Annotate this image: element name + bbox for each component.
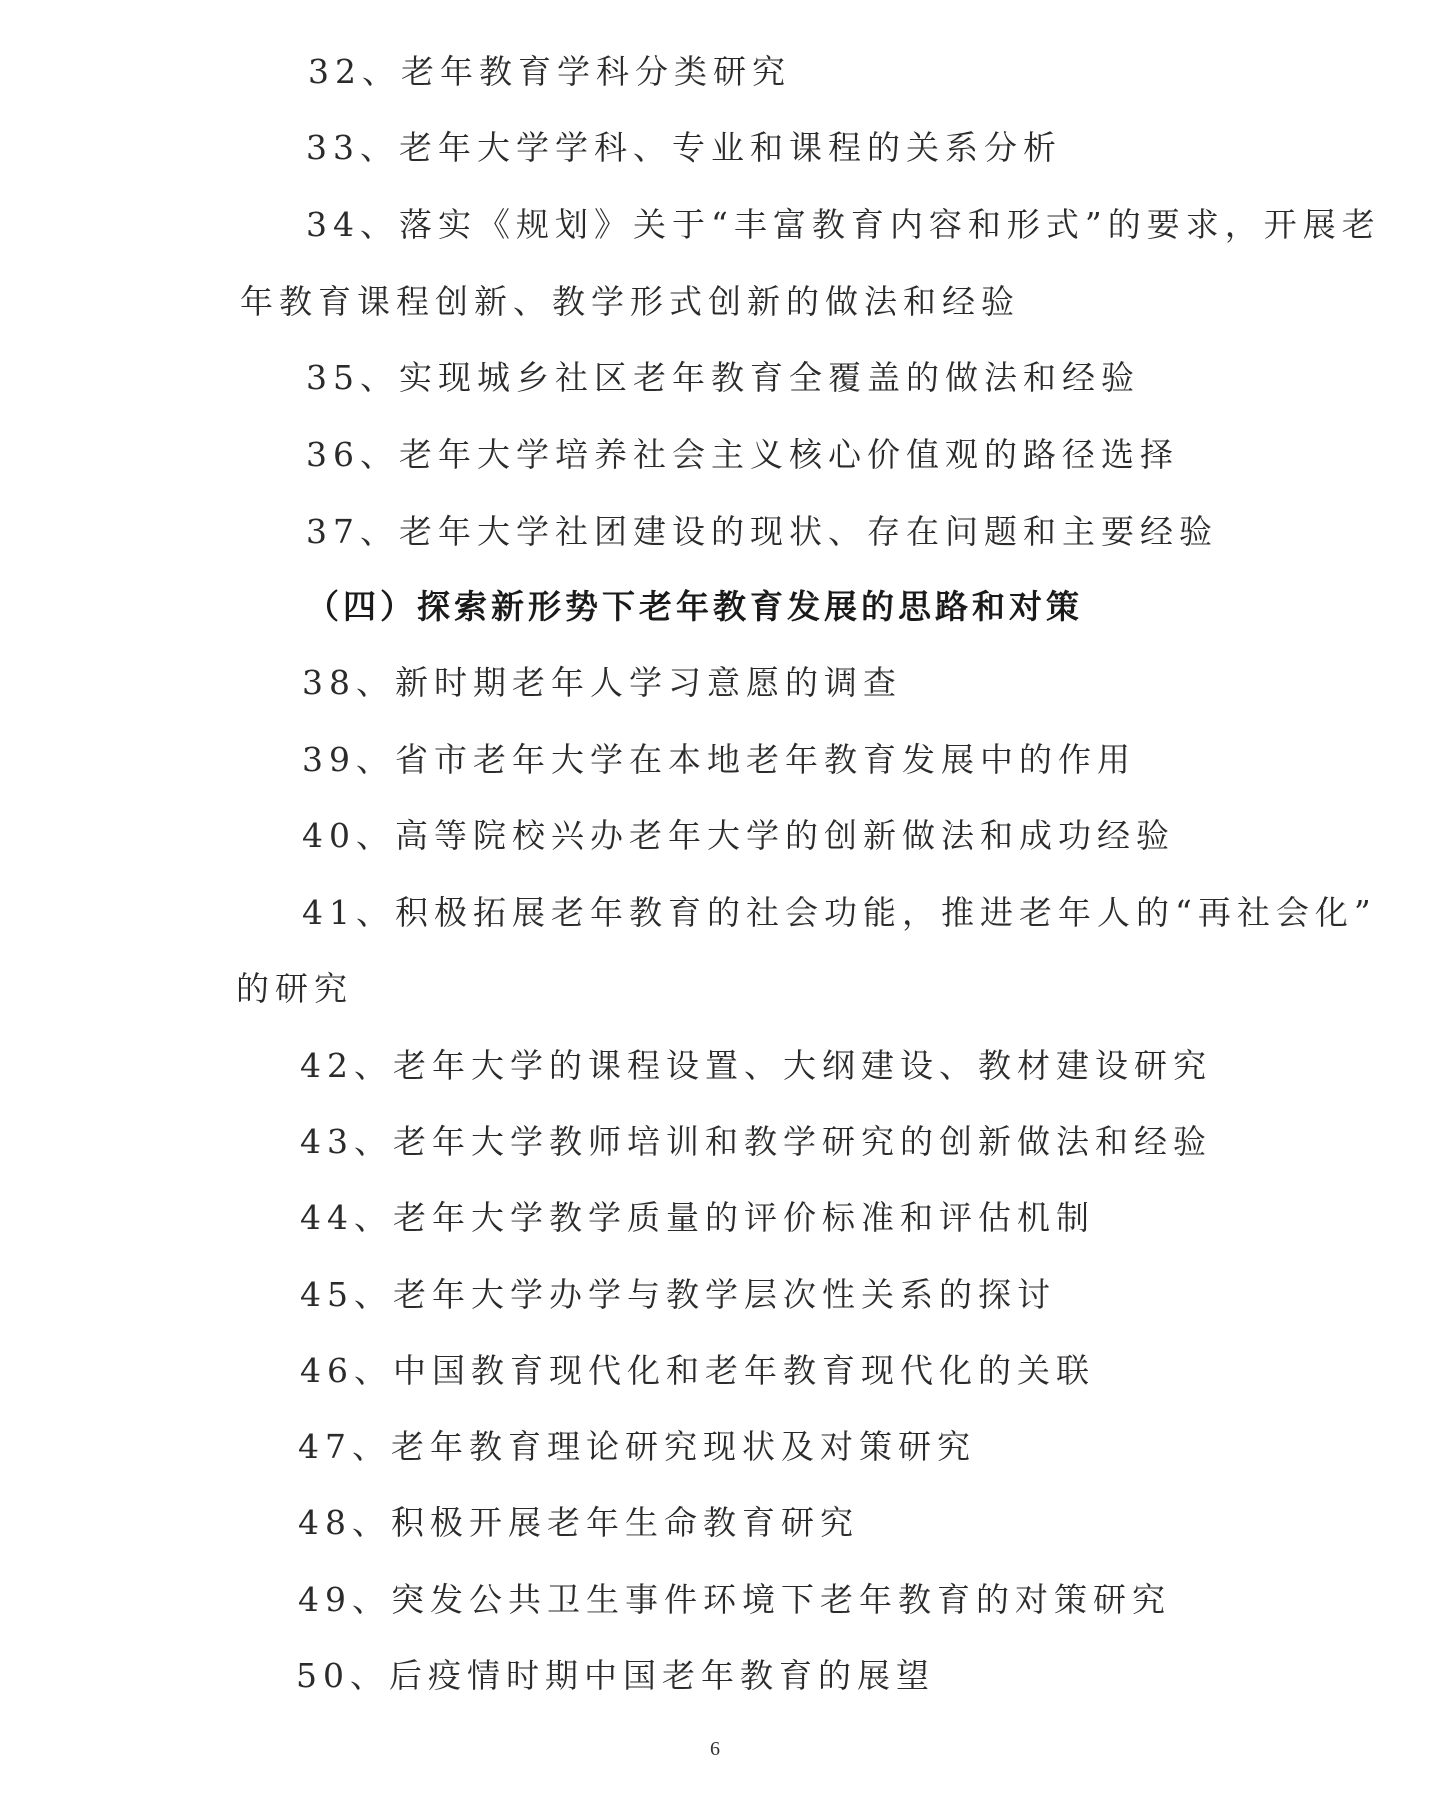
list-item-40: 40、高等院校兴办老年大学的创新做法和成功经验 <box>302 816 1175 855</box>
list-item-34-continued: 年教育课程创新、教学形式创新的做法和经验 <box>240 282 1020 321</box>
page-number: 6 <box>710 1738 720 1760</box>
list-item-36: 36、老年大学培养社会主义核心价值观的路径选择 <box>306 435 1179 474</box>
list-item-48: 48、积极开展老年生命教育研究 <box>298 1503 859 1542</box>
list-item-49: 49、突发公共卫生事件环境下老年教育的对策研究 <box>298 1580 1171 1619</box>
section-heading-4: （四）探索新形势下老年教育发展的思路和对策 <box>306 587 1083 626</box>
list-item-32: 32、老年教育学科分类研究 <box>308 52 791 91</box>
list-item-41-continued: 的研究 <box>236 969 353 1008</box>
list-item-41: 41、积极拓展老年教育的社会功能，推进老年人的“再社会化” <box>302 893 1377 932</box>
list-item-44: 44、老年大学教学质量的评价标准和评估机制 <box>300 1198 1095 1237</box>
list-item-38: 38、新时期老年人学习意愿的调查 <box>302 663 902 702</box>
list-item-37: 37、老年大学社团建设的现状、存在问题和主要经验 <box>306 512 1218 551</box>
list-item-33: 33、老年大学学科、专业和课程的关系分析 <box>306 128 1062 167</box>
list-item-46: 46、中国教育现代化和老年教育现代化的关联 <box>300 1351 1095 1390</box>
list-item-35: 35、实现城乡社区老年教育全覆盖的做法和经验 <box>306 358 1140 397</box>
list-item-50: 50、后疫情时期中国老年教育的展望 <box>296 1656 935 1695</box>
list-item-45: 45、老年大学办学与教学层次性关系的探讨 <box>300 1275 1056 1314</box>
list-item-47: 47、老年教育理论研究现状及对策研究 <box>298 1427 976 1466</box>
list-item-42: 42、老年大学的课程设置、大纲建设、教材建设研究 <box>300 1046 1212 1085</box>
list-item-43: 43、老年大学教师培训和教学研究的创新做法和经验 <box>300 1122 1212 1161</box>
list-item-34: 34、落实《规划》关于“丰富教育内容和形式”的要求，开展老 <box>306 205 1381 244</box>
list-item-39: 39、省市老年大学在本地老年教育发展中的作用 <box>302 740 1136 779</box>
